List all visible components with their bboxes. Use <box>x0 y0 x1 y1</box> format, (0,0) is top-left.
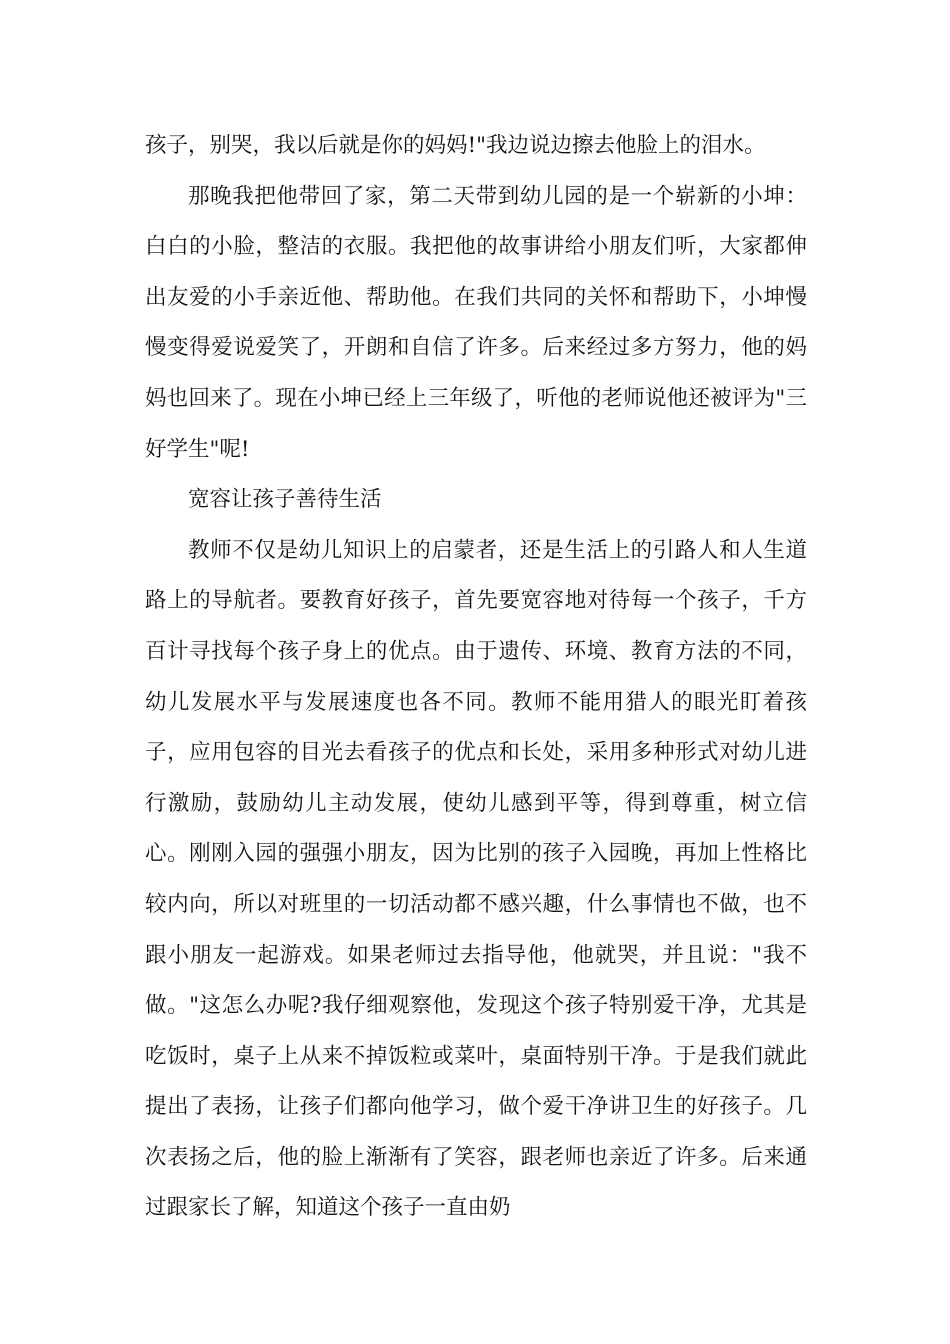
paragraph-1: 孩子，别哭，我以后就是你的妈妈!"我边说边擦去他脸上的泪水。 <box>145 133 766 158</box>
paragraph-2: 那晚我把他带回了家，第二天带到幼儿园的是一个崭新的小坤：白白的小脸，整洁的衣服。我把他的故事讲给小朋友们听，大家都伸出友爱的小手亲近他、帮助他。在我们共同的关怀和帮助下，小坤慢慢变得爱说爱笑了，开朗和自信了许多。后来经过多方努力，他的妈妈也回来了。现在小坤已经上三年级了，听他的老师说他还被评为"三好学生"呢! <box>145 183 807 462</box>
document-page <box>145 121 807 1234</box>
paragraph-3: 教师不仅是幼儿知识上的启蒙者，还是生活上的引路人和人生道路上的导航者。要教育好孩子，首先要宽容地对待每一个孩子，千方百计寻找每个孩子身上的优点。由于遗传、环境、教育方法的不同，幼儿发展水平与发展速度也各不同。教师不能用猎人的眼光盯着孩子，应用包容的目光去看孩子的优点和长处，采用多种形式对幼儿进行激励，鼓励幼儿主动发展，使幼儿感到平等，得到尊重，树立信心。刚刚入园的强强小朋友，因为比别的孩子入园晚，再加上性格比较内向，所以对班里的一切活动都不感兴趣，什么事情也不做，也不跟小朋友一起游戏。如果老师过去指导他，他就哭，并且说："我不做。"这怎么办呢?我仔细观察他，发现这个孩子特别爱干净，尤其是吃饭时，桌子上从来不掉饭粒或菜叶，桌面特别干净。于是我们就此提出了表扬，让孩子们都向他学习，做个爱干净讲卫生的好孩子。几次表扬之后，他的脸上渐渐有了笑容，跟老师也亲近了许多。后来通过跟家长了解，知道这个孩子一直由奶 <box>145 537 807 1221</box>
section-heading: 宽容让孩子善待生活 <box>188 487 382 513</box>
